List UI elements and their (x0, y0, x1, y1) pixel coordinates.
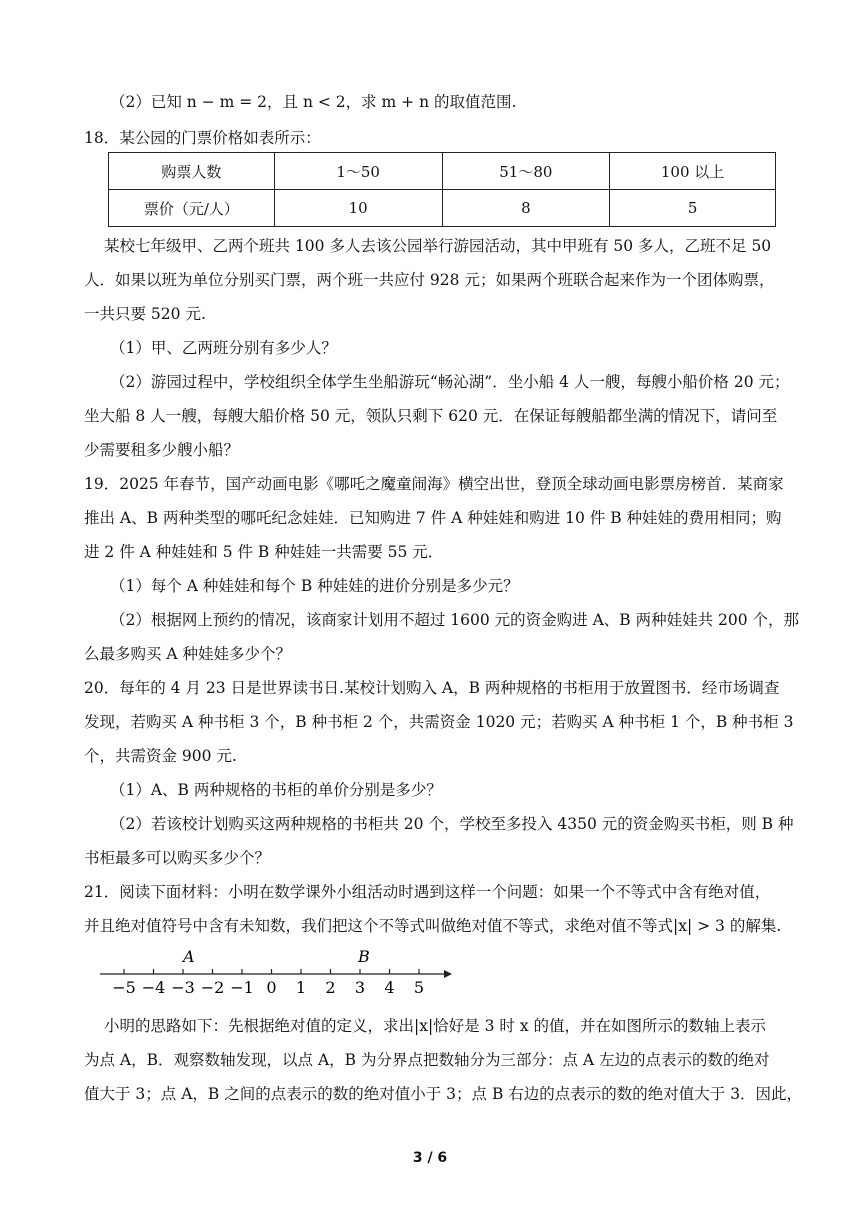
q19-part2: 么最多购买 A 种娃娃多少个？ (84, 645, 292, 663)
q21-solution: 为点 A，B．观察数轴发现，以点 A，B 为分界点把数轴分为三部分：点 A 左边的点表示的数的绝对 (84, 1051, 770, 1069)
table-row (109, 153, 776, 190)
q19-part1: （1）每个 A 种娃娃和每个 B 种娃娃的进价分别是多少元？ (110, 577, 519, 595)
table-cell: 51～80 (442, 153, 610, 190)
q20-text: 20．每年的 4 月 23 日是世界读书日.某校计划购入 A，B 两种规格的书柜用于放置图书．经市场调查 (84, 679, 780, 697)
arrow-icon (444, 970, 452, 978)
q21-text: 21．阅读下面材料：小明在数学课外小组活动时遇到这样一个问题：如果一个不等式中含有绝对值， (84, 883, 771, 901)
q18-part1: （1）甲、乙两班分别有多少人？ (110, 339, 337, 357)
point-b-label: B (358, 947, 370, 966)
q18-part2: （2）游园过程中，学校组织全体学生坐船游玩“畅沁湖”．坐小船 4 人一艘，每艘小船价格 20 元； (110, 373, 790, 391)
number-line-ticks (112, 969, 424, 996)
tick-label: 5 (413, 978, 425, 996)
q18-text: 某校七年级甲、乙两个班共 100 多人去该公园举行游园活动，其中甲班有 50 多人，乙班不足 50 (104, 237, 772, 255)
tick-label: 4 (384, 978, 395, 996)
q20-part2: （2）若该校计划购买这两种规格的书柜共 20 个，学校至多投入 4350 元的资金购买书柜，则 B 种 (110, 815, 794, 833)
q20-text: 个，共需资金 900 元. (84, 747, 237, 765)
q21-text: 并且绝对值符号中含有未知数，我们把这个不等式叫做绝对值不等式，求绝对值不等式|x| > 3 的解集. (84, 917, 782, 935)
q20-part1: （1）A、B 两种规格的书柜的单价分别是多少？ (110, 781, 442, 799)
tick-label: −1 (230, 978, 254, 996)
q20-text: 发现，若购买 A 种书柜 3 个，B 种书柜 2 个，共需资金 1020 元；若购买 A 种书柜 1 个，B 种书柜 3 (84, 713, 794, 731)
tick-label: 0 (266, 978, 277, 996)
q21-solution: 值大于 3；点 A，B 之间的点表示的数的绝对值小于 3；点 B 右边的点表示的数的绝对值大于 3．因此， (84, 1085, 803, 1103)
q19-text: 进 2 件 A 种娃娃和 5 件 B 种娃娃一共需要 55 元． (84, 543, 444, 561)
q19-part2: （2）根据网上预约的情况，该商家计划用不超过 1600 元的资金购进 A、B 两种娃娃共 200 个，那 (110, 611, 800, 629)
tick-label: −5 (112, 978, 136, 996)
number-line-figure (96, 944, 456, 996)
q18-text: 一共只要 520 元. (84, 305, 206, 323)
q18-part2: 少需要租多少艘小船？ (84, 441, 240, 459)
table-cell: 票价（元/人） (109, 190, 275, 227)
table-cell: 1～50 (274, 153, 442, 190)
tick-label: −3 (171, 978, 195, 996)
tick-label: −4 (141, 978, 166, 996)
tick-label: 3 (354, 978, 366, 996)
q20-part2: 书柜最多可以购买多少个？ (84, 849, 271, 867)
table-row (109, 190, 776, 227)
tick-label: 2 (325, 978, 336, 996)
q18-text: 人．如果以班为单位分别买门票，两个班一共应付 928 元；如果两个班联合起来作为一个团体购票， (84, 271, 775, 289)
ticket-price-table (108, 152, 776, 227)
q19-text: 推出 A、B 两种类型的哪吒纪念娃娃．已知购进 7 件 A 种娃娃和购进 10 件 B 种娃娃的费用相同；购 (84, 509, 782, 527)
q19-text: 19．2025 年春节，国产动画电影《哪吒之魔童闹海》横空出世，登顶全球动画电影票房榜首．某商家 (84, 475, 784, 493)
q18-part2: 坐大船 8 人一艘，每艘大船价格 50 元，领队只剩下 620 元．在保证每艘船都坐满的情况下，请问至 (84, 407, 778, 425)
tick-label: −2 (200, 978, 225, 996)
table-cell: 购票人数 (109, 153, 275, 190)
q21-solution: 小明的思路如下：先根据绝对值的定义，求出|x|恰好是 3 时 x 的值，并在如图所示的数轴上表示 (104, 1017, 766, 1035)
page-number: 3 / 6 (412, 1150, 448, 1166)
tick-label: 1 (295, 978, 307, 996)
table-cell: 8 (442, 190, 610, 227)
table-cell: 10 (274, 190, 442, 227)
q18-title: 18．某公园的门票价格如表所示： (84, 129, 321, 147)
q17-part2: （2）已知 n − m = 2，且 n < 2，求 m + n 的取值范围. (110, 93, 517, 111)
point-a-label: A (183, 947, 195, 966)
table-cell: 5 (610, 190, 776, 227)
table-cell: 100 以上 (610, 153, 776, 190)
